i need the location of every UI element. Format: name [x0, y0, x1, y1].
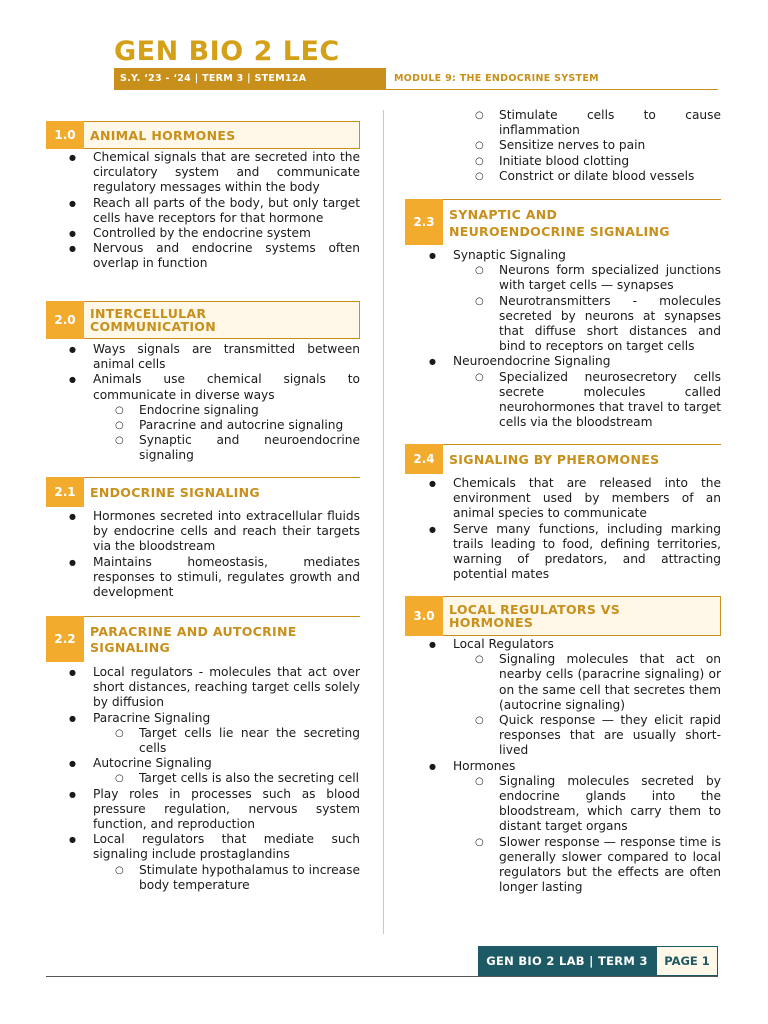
- section-number: 3.0: [405, 596, 443, 636]
- section-title: PARACRINE AND AUTOCRINE SIGNALING: [84, 616, 360, 662]
- footer-rule: [46, 976, 718, 977]
- sub-list-item: ○ Signaling molecules that act on nearby cells (paracrine signaling) or on the same cell that secretes them (autocrine signaling): [429, 652, 721, 713]
- list-item: ● Chemical signals that are secreted into the circulatory system and communicate regulatory messages within the body: [69, 150, 360, 196]
- list-item: ● Maintains homeostasis, mediates responses to stimuli, regulates growth and development: [69, 555, 360, 601]
- list-item: ● Controlled by the endocrine system: [69, 226, 360, 241]
- section-title-line: NEUROENDOCRINE SIGNALING: [449, 223, 670, 239]
- list-item: ● Neuroendocrine Signaling: [429, 354, 721, 369]
- sub-list-item: ○ Target cells is also the secreting cell: [69, 771, 360, 786]
- section-3-0-content: [429, 637, 721, 895]
- section-number: 2.4: [405, 444, 443, 474]
- sub-list-item: ○ Specialized neurosecretory cells secrete molecules called neurohormones that travel to target cells via the bloodstream: [429, 370, 721, 431]
- sub-list-item: ○ Endocrine signaling: [69, 403, 360, 418]
- list-item: ● Animals use chemical signals to communicate in diverse ways: [69, 372, 360, 402]
- list-item: ● Reach all parts of the body, but only target cells have receptors for that hormone: [69, 196, 360, 226]
- sub-list-item: ○ Paracrine and autocrine signaling: [69, 418, 360, 433]
- section-number: 1.0: [46, 121, 84, 149]
- list-item: ● Chemicals that are released into the environment used by members of an animal species to communicate: [429, 476, 721, 522]
- sub-list-item: ○ Target cells lie near the secreting cells: [69, 726, 360, 756]
- list-item: ● Ways signals are transmitted between animal cells: [69, 342, 360, 372]
- section-2-0-content: [69, 342, 360, 464]
- section-2-3-heading: [405, 199, 721, 245]
- section-number: 2.3: [405, 199, 443, 245]
- sub-list-item: ○ Sensitize nerves to pain: [429, 138, 721, 153]
- sub-list-item: ○ Initiate blood clotting: [429, 154, 721, 169]
- sub-list-item: ○ Synaptic and neuroendocrine signaling: [69, 433, 360, 463]
- section-2-1-content: [69, 509, 360, 600]
- footer-course-label: GEN BIO 2 LAB | TERM 3: [478, 946, 656, 976]
- list-item: ● Local regulators that mediate such signaling include prostaglandins: [69, 832, 360, 862]
- list-item: ● Hormones: [429, 759, 721, 774]
- section-2-2-content: [69, 665, 360, 893]
- sub-list-item: ○ Stimulate cells to cause inflammation: [429, 108, 721, 138]
- module-title-bar: MODULE 9: THE ENDOCRINE SYSTEM: [386, 68, 718, 90]
- list-item: ● Local Regulators: [429, 637, 721, 652]
- section-3-0-heading: [405, 596, 721, 636]
- list-item: ● Hormones secreted into extracellular fluids by endocrine cells and reach their targets via the bloodstream: [69, 509, 360, 555]
- section-1-0-heading: [46, 121, 360, 149]
- section-title: ANIMAL HORMONES: [84, 121, 360, 149]
- page-number: PAGE 1: [656, 946, 718, 976]
- list-item: ● Paracrine Signaling: [69, 711, 360, 726]
- section-title: INTERCELLULAR COMMUNICATION: [84, 301, 360, 339]
- list-item: ● Serve many functions, including marking trails leading to food, defining territories, warning of predators, and attracting potential mates: [429, 522, 721, 583]
- section-2-2-heading: [46, 616, 360, 662]
- section-2-1-heading: [46, 477, 360, 507]
- sub-list-item: ○ Neurons form specialized junctions with target cells — synapses: [429, 263, 721, 293]
- section-title: LOCAL REGULATORS VS HORMONES: [443, 596, 721, 636]
- section-title-line: SYNAPTIC AND: [449, 206, 558, 222]
- section-2-3-content: [429, 248, 721, 430]
- section-2-4-heading: [405, 444, 721, 474]
- section-number: 2.1: [46, 477, 84, 507]
- sub-list-item: ○ Stimulate hypothalamus to increase body temperature: [69, 863, 360, 893]
- section-title: [443, 199, 721, 245]
- section-2-0-heading: [46, 301, 360, 339]
- section-title: SIGNALING BY PHEROMONES: [443, 444, 721, 474]
- column-divider: [383, 110, 384, 934]
- section-2-2-continued: [429, 108, 721, 184]
- sub-list-item: ○ Constrict or dilate blood vessels: [429, 169, 721, 184]
- sub-list-item: ○ Neurotransmitters - molecules secreted by neurons at synapses that diffuse short distances and bind to receptors on target cells: [429, 294, 721, 355]
- list-item: ● Autocrine Signaling: [69, 756, 360, 771]
- list-item: ● Nervous and endocrine systems often overlap in function: [69, 241, 360, 271]
- list-item: ● Local regulators - molecules that act over short distances, reaching target cells solely by diffusion: [69, 665, 360, 711]
- list-item: ● Play roles in processes such as blood pressure regulation, nervous system function, and reproduction: [69, 787, 360, 833]
- sub-list-item: ○ Quick response — they elicit rapid responses that are usually short-lived: [429, 713, 721, 759]
- section-number: 2.0: [46, 301, 84, 339]
- school-year-term-bar: S.Y. ‘23 - ‘24 | TERM 3 | STEM12A: [114, 68, 386, 90]
- section-number: 2.2: [46, 616, 84, 662]
- section-1-0-content: [69, 150, 360, 272]
- sub-list-item: ○ Slower response — response time is generally slower compared to local regulators but the effects are often longer lasting: [429, 835, 721, 896]
- sub-list-item: ○ Signaling molecules secreted by endocrine glands into the bloodstream, which carry them to distant target organs: [429, 774, 721, 835]
- page-title: GEN BIO 2 LEC: [114, 36, 340, 67]
- section-2-4-content: [429, 476, 721, 582]
- list-item: ● Synaptic Signaling: [429, 248, 721, 263]
- section-title: ENDOCRINE SIGNALING: [84, 477, 360, 507]
